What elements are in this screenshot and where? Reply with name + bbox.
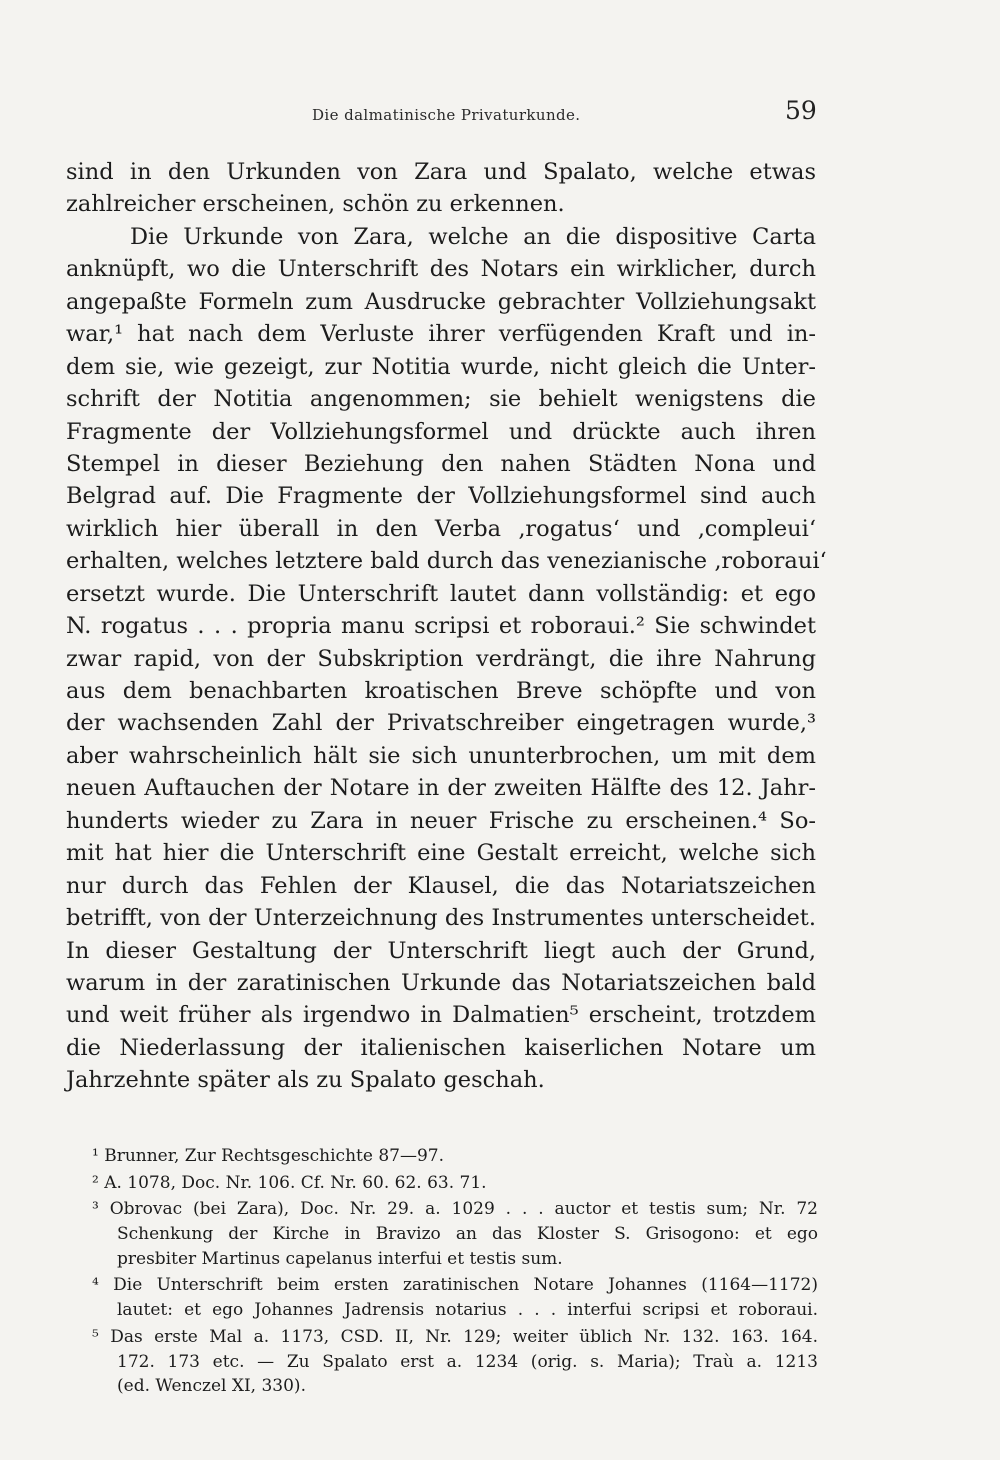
text-line: Stempel in dieser Beziehung den nahen Städten Nona und [66,450,816,477]
text-line: ersetzt wurde. Die Unterschrift lautet dann vollständig: et ego [66,580,816,607]
text-line: mit hat hier die Unterschrift eine Gestalt erreicht, welche sich [66,840,816,867]
footnote-line: Schenkung der Kirche in Bravizo an das Kloster S. Grisogono: et ego [117,1224,818,1245]
text-line: neuen Auftauchen der Notare in der zweiten Hälfte des 12. Jahr- [66,775,816,802]
text-line: hunderts wieder zu Zara in neuer Frische zu erscheinen.⁴ So- [66,807,816,834]
running-head: Die dalmatinische Privaturkunde. [312,106,581,124]
text-line: N. rogatus . . . propria manu scripsi et roboraui.² Sie schwindet [66,613,816,640]
footnote-line: ⁵ Das erste Mal a. 1173, CSD. II, Nr. 129; weiter üblich Nr. 132. 163. 164. [92,1326,818,1347]
text-line: nur durch das Fehlen der Klausel, die das Notariatszeichen [66,872,816,899]
text-line: Jahrzehnte später als zu Spalato geschah. [66,1067,545,1094]
text-line: erhalten, welches letztere bald durch das venezianische ‚roboraui‘ [66,548,827,575]
footnote-line: presbiter Martinus capelanus interfui et testis sum. [117,1248,563,1269]
text-line: dem sie, wie gezeigt, zur Notitia wurde, nicht gleich die Unter- [66,353,816,380]
footnote-line: (ed. Wenczel XI, 330). [117,1376,306,1397]
text-line: angepaßte Formeln zum Ausdrucke gebrachter Vollziehungsakt [66,288,816,315]
text-line: anknüpft, wo die Unterschrift des Notars ein wirklicher, durch [66,256,816,283]
text-line: der wachsenden Zahl der Privatschreiber eingetragen wurde,³ [66,710,816,737]
footnote-line: ¹ Brunner, Zur Rechtsgeschichte 87—97. [92,1146,444,1166]
page-number: 59 [785,96,817,125]
text-line: Belgrad auf. Die Fragmente der Vollziehungsformel sind auch [66,483,816,510]
text-line: aber wahrscheinlich hält sie sich ununterbrochen, um mit dem [66,742,816,769]
text-line: und weit früher als irgendwo in Dalmatien⁵ erscheint, trotzdem [66,1002,816,1029]
footnote-line: lautet: et ego Johannes Jadrensis notarius . . . interfui scripsi et roboraui. [117,1300,818,1321]
footnote-line: ² A. 1078, Doc. Nr. 106. Cf. Nr. 60. 62. 63. 71. [92,1172,487,1193]
text-line: aus dem benachbarten kroatischen Breve schöpfte und von [66,678,816,704]
text-line: betrifft, von der Unterzeichnung des Instrumentes unterscheidet. [66,905,816,932]
text-line: Die Urkunde von Zara, welche an die dispositive Carta [130,223,816,250]
text-line: In dieser Gestaltung der Unterschrift liegt auch der Grund, [66,937,816,964]
footnote-line: ³ Obrovac (bei Zara), Doc. Nr. 29. a. 1029 . . . auctor et testis sum; Nr. 72 [92,1199,818,1220]
text-line: Fragmente der Vollziehungsformel und drückte auch ihren [66,418,816,445]
text-line: warum in der zaratinischen Urkunde das Notariatszeichen bald [66,969,816,996]
text-line: zahlreicher erscheinen, schön zu erkennen. [66,191,565,218]
text-line: schrift der Notitia angenommen; sie behielt wenigstens die [66,386,816,413]
text-line: sind in den Urkunden von Zara und Spalato, welche etwas [66,159,816,185]
text-line: die Niederlassung der italienischen kaiserlichen Notare um [66,1034,816,1061]
footnotes [66,1144,818,1399]
main-text [66,156,827,1097]
text-line: war,¹ hat nach dem Verluste ihrer verfügenden Kraft und in- [66,321,816,348]
footnote-line: ⁴ Die Unterschrift beim ersten zaratinischen Notare Johannes (1164—1172) [92,1275,818,1296]
text-line: wirklich hier überall in den Verba ‚rogatus‘ und ‚compleui‘ [66,515,816,542]
footnote-line: 172. 173 etc. — Zu Spalato erst a. 1234 (orig. s. Maria); Traù a. 1213 [117,1351,818,1372]
text-line: zwar rapid, von der Subskription verdrängt, die ihre Nahrung [66,645,816,672]
